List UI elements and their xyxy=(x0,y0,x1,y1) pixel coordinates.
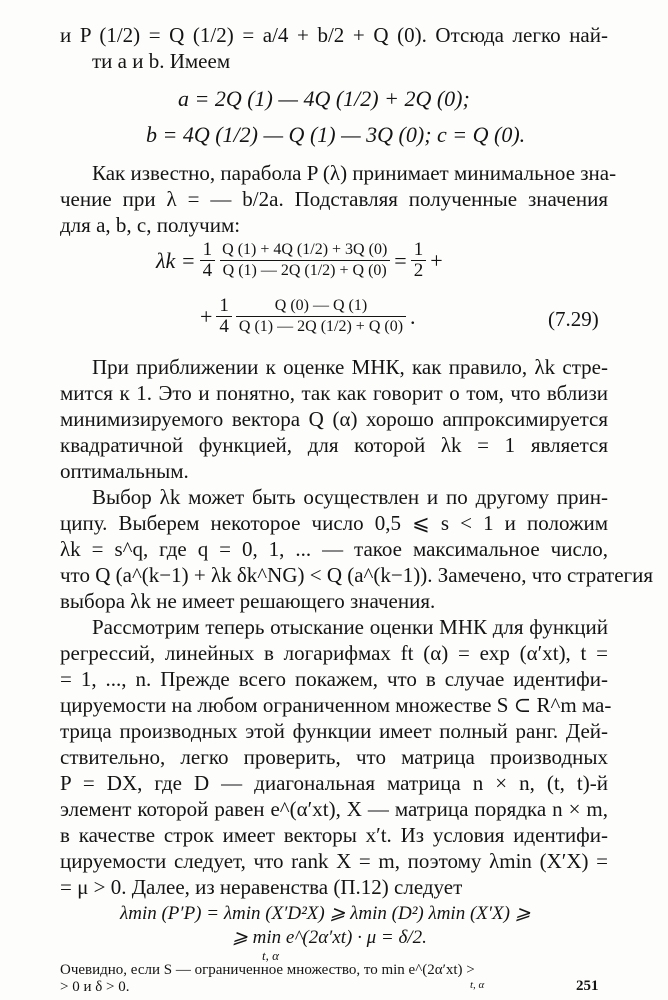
paragraph-5-line-4: цируемости на любом ограниченном множестве S ⊂ R^m ма- xyxy=(60,693,612,717)
plus-sign-start: + xyxy=(200,303,213,329)
paragraph-5-line-1: Рассмотрим теперь отыскание оценки МНК для функций xyxy=(92,615,608,639)
paragraph-5-line-8: элемент которой равен e^(α′xt), X — матрица порядка n × m, xyxy=(60,797,608,821)
paragraph-3-line-1: При приближении к оценке МНК, как правило, λk стре- xyxy=(92,355,608,379)
paragraph-6-line-1: Очевидно, если S — ограниченное множество, то min e^(2α′xt) > xyxy=(60,962,475,978)
paragraph-5-line-11: = μ > 0. Далее, из неравенства (П.12) следует xyxy=(60,875,463,899)
fraction-1: $\frac{Q (1) + 4Q (1/2) + 3Q (0)}{Q (1) — 2Q (1/2) + Q (0)}$ xyxy=(219,240,390,281)
lambda-k-lhs: λk = xyxy=(156,247,196,273)
paragraph-4-line-4: что Q (a^(k−1) + λk δk^NG) < Q (a^(k−1)). Замечено, что стратегия xyxy=(60,563,654,587)
paragraph-3-line-3: минимизируемого вектора Q (α) хорошо аппроксимируется xyxy=(60,407,608,431)
paragraph-5-line-3: = 1, ..., n. Прежде всего покажем, что в случае идентифи- xyxy=(60,667,608,691)
equation-lambda-min-subscript: t, α xyxy=(262,948,279,963)
paragraph-1-line-2: ти a и b. Имеем xyxy=(92,49,231,73)
paragraph-6-line-2: > 0 и δ > 0. xyxy=(60,979,130,995)
paragraph-1-line-1: и P (1/2) = Q (1/2) = a/4 + b/2 + Q (0). Отсюда легко най- xyxy=(60,23,608,47)
equation-lambda-min-line-1: λmin (P′P) = λmin (X′D²X) ⩾ λmin (D²) λmin (X′X) ⩾ xyxy=(120,903,531,924)
equation-number: (7.29) xyxy=(548,307,599,331)
coefficient-one-quarter-2: $\frac{1}{4}$ xyxy=(216,296,232,337)
paragraph-5-line-10: цируемости следует, что rank X = m, поэтому λmin (X′X) = xyxy=(60,849,608,873)
equation-lambda-min-line-2: ⩾ min e^(2α′xt) · μ = δ/2. xyxy=(232,927,427,948)
equals-sign: = xyxy=(394,247,407,273)
paragraph-3-line-2: мится к 1. Это и понятно, так как говорит о том, что вблизи xyxy=(60,381,608,405)
equation-7-29-line-2 xyxy=(200,296,416,337)
equation-b-c: b = 4Q (1/2) — Q (1) — 3Q (0); c = Q (0). xyxy=(146,122,526,147)
paragraph-5-line-2: регрессий, линейных в логарифмах ft (α) = exp (α′xt), t = xyxy=(60,641,608,665)
paragraph-2-line-1: Как известно, парабола P (λ) принимает минимальное зна- xyxy=(92,161,617,185)
paragraph-3-line-4: квадратичной функцией, для которой λk = 1 является xyxy=(60,433,608,457)
paragraph-4-line-2: ципу. Выберем некоторое число 0,5 ⩽ s < 1 и положим xyxy=(60,511,608,535)
equation-a: a = 2Q (1) — 4Q (1/2) + 2Q (0); xyxy=(178,86,470,111)
paragraph-5-line-7: P = DX, где D — диагональная матрица n × n, (t, t)-й xyxy=(60,771,608,795)
paragraph-5-line-6: ствительно, легко проверить, что матрица производных xyxy=(60,745,608,769)
coefficient-one-quarter: $\frac{1}{4}$ xyxy=(200,240,216,281)
fraction-2: $\frac{Q (0) — Q (1)}{Q (1) — 2Q (1/2) + Q (0)}$ xyxy=(236,296,406,337)
page-number: 251 xyxy=(576,978,599,994)
period: . xyxy=(410,303,416,329)
paragraph-2-line-2: чение при λ = — b/2a. Подставляя полученные значения xyxy=(60,187,608,211)
paragraph-5-line-5: трица производных этой функции имеет полный ранг. Дей- xyxy=(60,719,608,743)
paragraph-4-line-3: λk = s^q, где q = 0, 1, ... — такое максимальное число, xyxy=(60,537,608,561)
paragraph-3-line-5: оптимальным. xyxy=(60,459,189,483)
paragraph-4-line-5: выбора λk не имеет решающего значения. xyxy=(60,589,436,613)
equation-7-29-line-1 xyxy=(156,240,443,281)
paragraph-5-line-9: в качестве строк имеет векторы x′t. Из условия идентифи- xyxy=(60,823,608,847)
paragraph-4-line-1: Выбор λk может быть осуществлен и по другому прин- xyxy=(92,485,608,509)
paragraph-2-line-3: для a, b, c, получим: xyxy=(60,213,241,237)
paragraph-6-min-subscript: t, α xyxy=(470,979,485,991)
plus-sign-end: + xyxy=(430,247,443,273)
one-half: $\frac{1}{2}$ xyxy=(411,240,427,281)
